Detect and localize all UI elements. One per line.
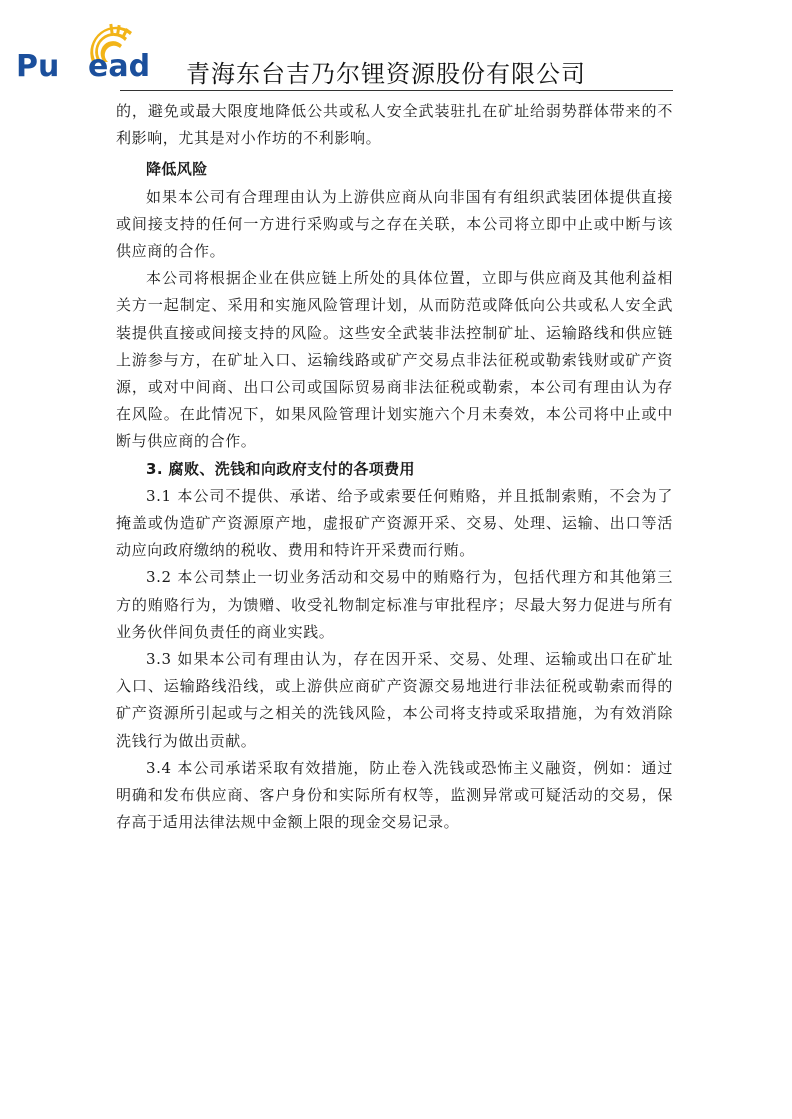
document-body (116, 98, 673, 836)
heading-section-3: 3. 腐败、洗钱和向政府支付的各项费用 (146, 459, 415, 478)
paragraph-3-4: 3.4 本公司承诺采取有效措施，防止卷入洗钱或恐怖主义融资，例如：通过明确和发布供应商、客户身份和实际所有权等，监测异常或可疑活动的交易，保存高于适用法律法规中金额上限的现金交易记录。 (116, 758, 673, 832)
company-logo (14, 18, 154, 88)
page-header (0, 0, 792, 95)
paragraph-3-3: 3.3 如果本公司有理由认为，存在因开采、交易、处理、运输或出口在矿址入口、运输路线沿线，或上游供应商矿产资源交易地进行非法征税或勒索而得的矿产资源所引起或与之相关的洗钱风险，本公司将支持或采取措施，为有效消除洗钱行为做出贡献。 (116, 650, 673, 750)
heading-risk-mitigation: 降低风险 (146, 160, 208, 179)
paragraph-continuation: 的，避免或最大限度地降低公共或私人安全武装驻扎在矿址给弱势群体带来的不利影响，尤其是对小作坊的不利影响。 (116, 102, 673, 148)
logo-graphic (14, 18, 154, 88)
header-divider (120, 90, 673, 91)
paragraph-3-1: 3.1 本公司不提供、承诺、给予或索要任何贿赂，并且抵制索贿，不会为了掩盖或伪造矿产资源原产地，虚报矿产资源开采、交易、处理、运输、出口等活动应向政府缴纳的税收、费用和特许开采费而行贿。 (116, 486, 673, 560)
paragraph-risk-1: 如果本公司有合理理由认为上游供应商从向非国有有组织武装团体提供直接或间接支持的任何一方进行采购或与之存在关联，本公司将立即中止或中断与该供应商的合作。 (116, 187, 673, 261)
svg-text:Pu: Pu (16, 49, 60, 84)
svg-text:ead: ead (88, 49, 151, 84)
company-name: 青海东台吉乃尔锂资源股份有限公司 (186, 60, 586, 88)
paragraph-3-2: 3.2 本公司禁止一切业务活动和交易中的贿赂行为，包括代理方和其他第三方的贿赂行为，为馈赠、收受礼物制定标准与审批程序；尽最大努力促进与所有业务伙伴间负责任的商业实践。 (116, 568, 673, 641)
paragraph-risk-2: 本公司将根据企业在供应链上所处的具体位置，立即与供应商及其他利益相关方一起制定、采用和实施风险管理计划，从而防范或降低向公共或私人安全武装提供直接或间接支持的风险。这些安全武装非法控制矿址、运输路线和供应链上游参与方，在矿址入口、运输线路或矿产交易点非法征税或勒索钱财或矿产资源，或对中间商、出口公司或国际贸易商非法征税或勒索，本公司有理由认为存在风险。在此情况下，如果风险管理计划实施六个月未奏效，本公司将中止或中断与供应商的合作。 (116, 269, 673, 451)
